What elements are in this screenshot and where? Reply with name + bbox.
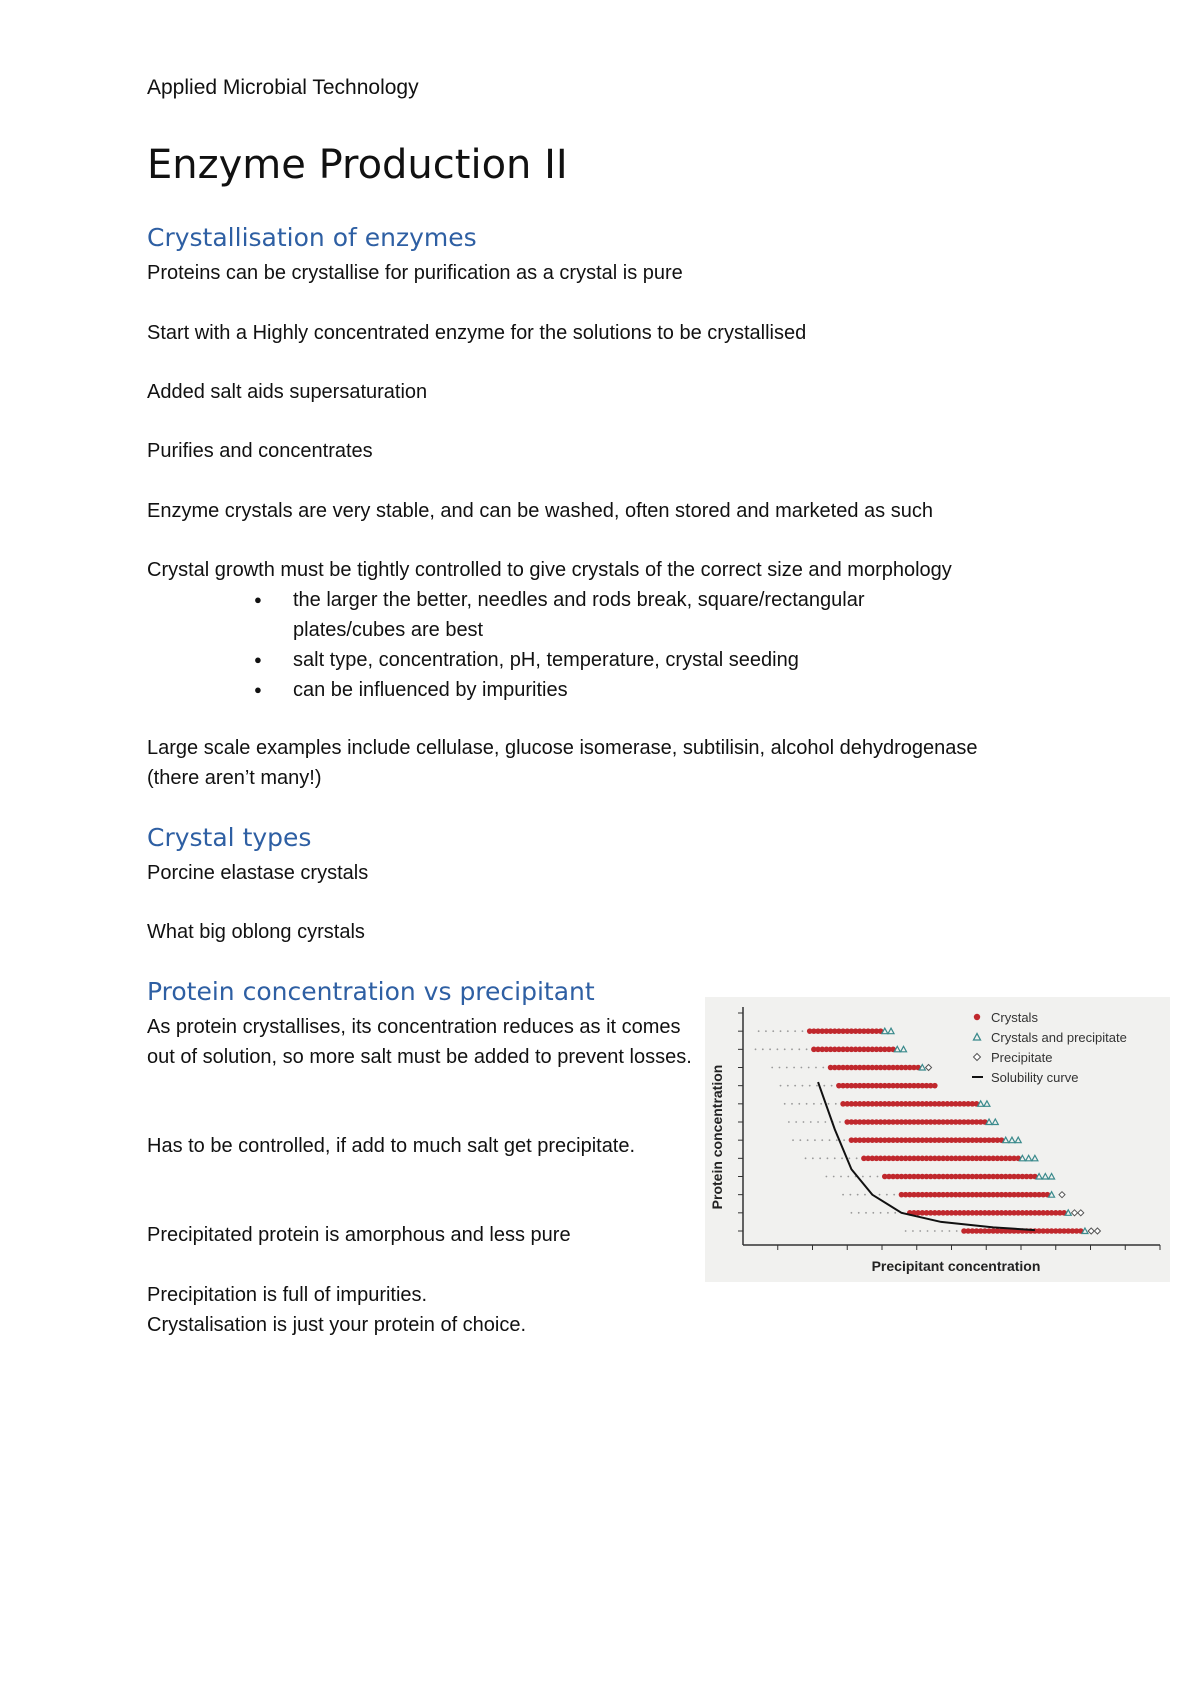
clear-point (791, 1103, 793, 1105)
clear-point (843, 1139, 845, 1141)
clear-point (879, 1194, 881, 1196)
clear-point (819, 1157, 821, 1159)
clear-point (798, 1048, 800, 1050)
clear-point (795, 1121, 797, 1123)
legend-label: Precipitate (991, 1050, 1053, 1065)
mixed-point (888, 1028, 894, 1034)
clear-point (799, 1139, 801, 1141)
clear-point (847, 1176, 849, 1178)
clear-point (880, 1212, 882, 1214)
clear-point (827, 1157, 829, 1159)
mixed-point (1042, 1174, 1048, 1180)
clear-point (777, 1048, 779, 1050)
mixed-point (919, 1065, 925, 1071)
clear-point (829, 1139, 831, 1141)
clear-point (765, 1030, 767, 1032)
paragraph: Has to be controlled, if add to much salt get precipitate. (147, 1135, 636, 1157)
clear-point (812, 1157, 814, 1159)
clear-point (834, 1157, 836, 1159)
clear-point (841, 1157, 843, 1159)
mixed-point (1049, 1192, 1055, 1198)
clear-point (848, 1157, 850, 1159)
clear-point (791, 1048, 793, 1050)
clear-point (788, 1121, 790, 1123)
clear-point (869, 1176, 871, 1178)
clear-point (877, 1176, 879, 1178)
clear-point (816, 1085, 818, 1087)
clear-point (836, 1139, 838, 1141)
clear-point (786, 1067, 788, 1069)
clear-point (824, 1121, 826, 1123)
clear-point (803, 1121, 805, 1123)
paragraph: Crystal growth must be tightly controlled to give crystals of the correct size and morphology (147, 559, 952, 581)
paragraph: Precipitation is full of impurities. (147, 1284, 428, 1306)
clear-point (886, 1194, 888, 1196)
clear-point (820, 1103, 822, 1105)
bullet-item: ● salt type, concentration, pH, temperature, crystal seeding (147, 645, 893, 675)
clear-point (865, 1212, 867, 1214)
clear-point (815, 1067, 817, 1069)
clear-point (779, 1067, 781, 1069)
mixed-point (1009, 1137, 1015, 1143)
clear-point (780, 1085, 782, 1087)
clear-point (821, 1139, 823, 1141)
legend-crystals-marker (974, 1014, 980, 1020)
bullet-item: ● can be influenced by impurities (147, 675, 893, 705)
clear-point (807, 1139, 809, 1141)
clear-point (823, 1085, 825, 1087)
clear-point (856, 1157, 858, 1159)
clear-point (893, 1194, 895, 1196)
paragraph: Proteins can be crystallise for purification as a crystal is pure (147, 262, 683, 284)
clear-point (927, 1230, 929, 1232)
clear-point (835, 1103, 837, 1105)
clear-point (810, 1121, 812, 1123)
clear-point (800, 1067, 802, 1069)
clear-point (817, 1121, 819, 1123)
clear-point (862, 1176, 864, 1178)
mixed-point (1015, 1137, 1021, 1143)
clear-point (849, 1194, 851, 1196)
clear-point (784, 1103, 786, 1105)
clear-point (894, 1212, 896, 1214)
legend-label: Crystals and precipitate (991, 1030, 1127, 1045)
clear-point (813, 1103, 815, 1105)
precipitate-point (1072, 1210, 1078, 1216)
x-axis-label: Precipitant concentration (871, 1258, 1041, 1274)
mixed-point (1003, 1137, 1009, 1143)
paragraph: Precipitated protein is amorphous and less pure (147, 1224, 571, 1246)
clear-point (794, 1085, 796, 1087)
paragraph: What big oblong cyrstals (147, 921, 365, 943)
mixed-point (978, 1101, 984, 1107)
legend-mixed-marker (974, 1034, 981, 1041)
clear-point (808, 1067, 810, 1069)
mixed-point (1065, 1210, 1071, 1216)
paragraph: Crystalisation is just your protein of choice. (147, 1314, 527, 1336)
clear-point (802, 1030, 804, 1032)
clear-point (784, 1048, 786, 1050)
clear-point (851, 1212, 853, 1214)
legend-precipitate-marker (974, 1054, 981, 1061)
clear-point (802, 1085, 804, 1087)
crystallisation-phase-chart (705, 997, 1170, 1282)
clear-point (762, 1048, 764, 1050)
clear-point (934, 1230, 936, 1232)
clear-point (941, 1230, 943, 1232)
mixed-point (1082, 1228, 1088, 1234)
course-name: Applied Microbial Technology (147, 76, 419, 99)
clear-point (792, 1139, 794, 1141)
bullet-list (147, 585, 893, 705)
paragraph: Porcine elastase crystals (147, 862, 369, 884)
clear-point (919, 1230, 921, 1232)
clear-point (912, 1230, 914, 1232)
clear-point (956, 1230, 958, 1232)
clear-point (887, 1212, 889, 1214)
chart-svg (705, 997, 1170, 1282)
clear-point (842, 1194, 844, 1196)
precipitate-point (1094, 1228, 1100, 1234)
clear-point (794, 1030, 796, 1032)
mixed-point (1019, 1155, 1025, 1161)
precipitate-point (1059, 1192, 1065, 1198)
clear-point (806, 1048, 808, 1050)
clear-point (809, 1085, 811, 1087)
bullet-item: ● the larger the better, needles and rods break, square/rectangular plates/cubes are best (147, 585, 893, 645)
clear-point (828, 1103, 830, 1105)
heading-protein-vs-precipitant: Protein concentration vs precipitant (147, 977, 595, 1006)
paragraph: Start with a Highly concentrated enzyme for the solutions to be crystallised (147, 322, 807, 344)
paragraph: Large scale examples include cellulase, glucose isomerase, subtilisin, alcohol dehydrogenase (147, 737, 978, 759)
clear-point (787, 1085, 789, 1087)
clear-point (949, 1230, 951, 1232)
clear-point (857, 1194, 859, 1196)
y-axis-label: Protein concentration (709, 1064, 725, 1210)
clear-point (780, 1030, 782, 1032)
precipitate-point (1088, 1228, 1094, 1234)
clear-point (872, 1212, 874, 1214)
heading-crystal-types: Crystal types (147, 823, 312, 852)
clear-point (769, 1048, 771, 1050)
crystal-point (932, 1083, 938, 1089)
clear-point (833, 1176, 835, 1178)
mixed-point (901, 1046, 907, 1052)
clear-point (755, 1048, 757, 1050)
mixed-point (1026, 1155, 1032, 1161)
clear-point (858, 1212, 860, 1214)
paragraph: Purifies and concentrates (147, 440, 373, 462)
clear-point (758, 1030, 760, 1032)
clear-point (840, 1176, 842, 1178)
clear-point (826, 1176, 828, 1178)
legend-label: Solubility curve (991, 1070, 1079, 1085)
heading-crystallisation: Crystallisation of enzymes (147, 223, 477, 252)
mixed-point (986, 1119, 992, 1125)
mixed-point (992, 1119, 998, 1125)
clear-point (787, 1030, 789, 1032)
paragraph: Added salt aids supersaturation (147, 381, 428, 403)
mixed-point (1036, 1174, 1042, 1180)
mixed-point (984, 1101, 990, 1107)
clear-point (772, 1030, 774, 1032)
clear-point (806, 1103, 808, 1105)
clear-point (805, 1157, 807, 1159)
paragraph: (there aren’t many!) (147, 767, 322, 789)
mixed-point (1032, 1155, 1038, 1161)
mixed-point (882, 1028, 888, 1034)
precipitate-point (926, 1065, 932, 1071)
clear-point (831, 1085, 833, 1087)
mixed-point (1049, 1174, 1055, 1180)
clear-point (905, 1230, 907, 1232)
precipitate-point (1078, 1210, 1084, 1216)
clear-point (864, 1194, 866, 1196)
clear-point (771, 1067, 773, 1069)
paragraph: As protein crystallises, its concentration reduces as it comes out of solution, so more salt must be added to prevent losses. (147, 1016, 692, 1068)
clear-point (839, 1121, 841, 1123)
page-title: Enzyme Production II (147, 142, 568, 188)
clear-point (822, 1067, 824, 1069)
legend-label: Crystals (991, 1010, 1038, 1025)
paragraph: Enzyme crystals are very stable, and can be washed, often stored and marketed as such (147, 500, 933, 522)
clear-point (814, 1139, 816, 1141)
mixed-point (894, 1046, 900, 1052)
clear-point (798, 1103, 800, 1105)
clear-point (793, 1067, 795, 1069)
